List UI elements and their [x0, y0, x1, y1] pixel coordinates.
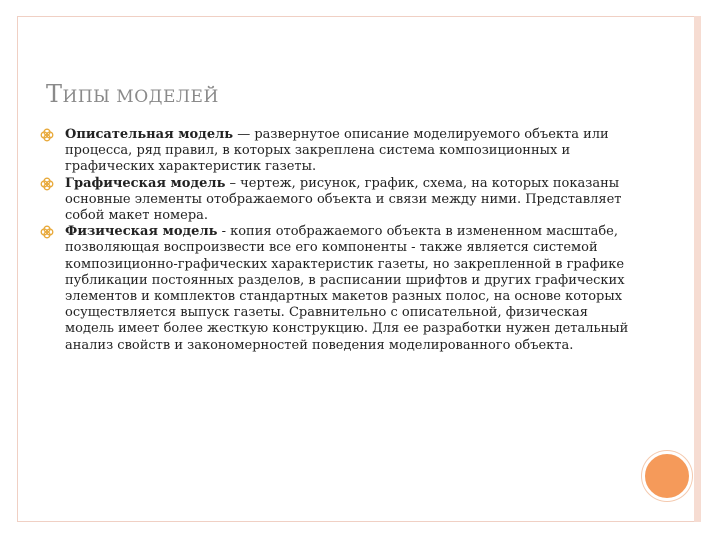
list-item: [40, 224, 640, 354]
slide-title-first-letter: Т: [46, 80, 63, 108]
list-item-text: — развернутое описание моделируемого объекта или процесса, ряд правил, в которых закреплена система композиционных и графических характеристик газеты.: [65, 127, 609, 175]
list-item: [40, 127, 640, 176]
bullet-list: [40, 127, 640, 354]
ornament-bullet-icon: [40, 177, 54, 191]
ornament-bullet-icon: [40, 225, 54, 239]
slide-frame-side-bar: [694, 16, 701, 522]
ornament-bullet-icon: [40, 128, 54, 142]
list-item-text: – чертеж, рисунок, график, схема, на которых показаны основные элементы отображаемого объекта и связи между ними. Представляет собой макет номера.: [65, 175, 622, 224]
list-item-term: Графическая модель: [65, 175, 226, 191]
slide-title: [46, 80, 219, 108]
list-item-text: - копия отображаемого объекта в измененном масштабе, позволяющая воспроизвести все его компоненты - также является системой композиционно-графических характеристик газеты, но закрепленной в графике публикации постоянных разделов, в расписании шрифтов и других графических элементов и комплектов стандартных макетов разных полос, на основе которых осуществляется выпуск газеты. Сравнительно с описательной, физическая модель имеет более жесткую конструкцию. Для ее разработки нужен детальный анализ свойств и закономерностей поведения моделированного объекта.: [65, 224, 629, 353]
list-item-term: Физическая модель: [65, 224, 218, 240]
list-item-term: Описательная модель: [65, 127, 234, 142]
orange-circle-decoration: [642, 451, 692, 501]
list-item: [40, 176, 640, 225]
slide-title-rest: ИПЫ МОДЕЛЕЙ: [62, 87, 219, 107]
